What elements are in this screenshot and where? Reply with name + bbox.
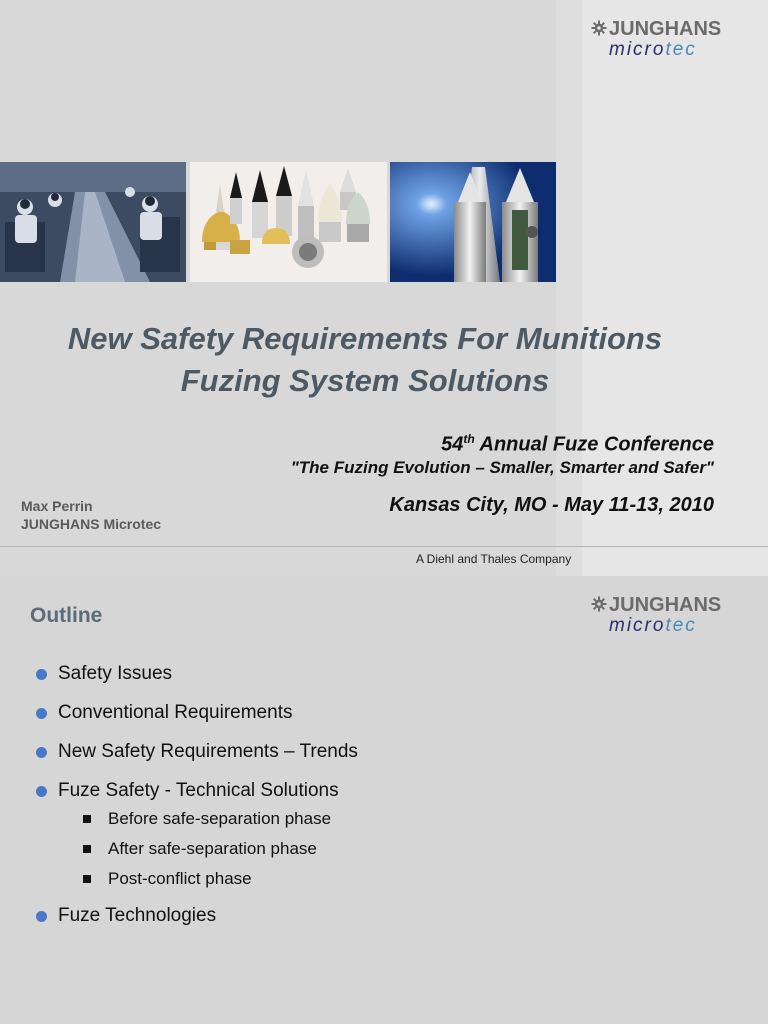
gear-icon — [591, 596, 607, 612]
list-item — [36, 662, 358, 686]
author-block — [21, 497, 161, 533]
author-company: JUNGHANS Microtec — [21, 516, 162, 532]
list-item — [36, 779, 358, 889]
logo-tec: tec — [665, 615, 697, 636]
sub-item-text: Before safe-separation phase — [108, 809, 332, 828]
author-name: Max Perrin — [21, 498, 93, 514]
list-item — [36, 904, 358, 928]
factory-photo — [0, 162, 186, 282]
conference-number: 54 — [441, 433, 464, 456]
logo-micro: micro — [609, 615, 666, 636]
outline-slide — [0, 576, 768, 1024]
list-item-text: Conventional Requirements — [58, 702, 293, 723]
list-item-text: Fuze Technologies — [58, 905, 217, 926]
gear-icon — [591, 20, 607, 36]
title-line-2: Fuzing System Solutions — [180, 363, 550, 398]
sub-list-item — [83, 809, 358, 829]
sub-list — [58, 809, 358, 889]
sub-list-item — [83, 869, 358, 889]
list-item — [36, 701, 358, 725]
logo-tec: tec — [665, 39, 697, 60]
location-date: Kansas City, MO - May 11-13, 2010 — [389, 494, 714, 516]
logo-brand: JUNGHANS — [609, 18, 722, 40]
square-bullet-icon — [83, 875, 91, 883]
sub-item-text: Post-conflict phase — [108, 869, 252, 888]
list-item-text: New Safety Requirements – Trends — [58, 741, 358, 762]
outline-title: Outline — [30, 604, 103, 627]
outline-list — [36, 662, 358, 943]
fuze-cutaway-photo — [390, 162, 556, 282]
square-bullet-icon — [83, 815, 91, 823]
logo-brand: JUNGHANS — [609, 594, 722, 616]
list-item-text: Fuze Safety - Technical Solutions — [58, 780, 339, 801]
sub-list-item — [83, 839, 358, 859]
bullet-icon — [36, 708, 47, 719]
logo-micro: micro — [609, 39, 666, 60]
list-item-text: Safety Issues — [58, 663, 173, 684]
fuzes-photo — [190, 162, 387, 282]
company-note: A Diehl and Thales Company — [416, 552, 572, 566]
junghans-logo — [591, 594, 721, 637]
square-bullet-icon — [83, 845, 91, 853]
conference-ordinal: th — [463, 432, 475, 446]
sub-item-text: After safe-separation phase — [108, 839, 317, 858]
conference-title: Annual Fuze Conference — [479, 433, 714, 456]
bullet-icon — [36, 786, 47, 797]
conference-theme: "The Fuzing Evolution – Smaller, Smarter and Safer" — [290, 458, 714, 477]
right-panel — [556, 0, 768, 576]
presentation-title — [0, 318, 730, 402]
bullet-icon — [36, 747, 47, 758]
divider — [0, 546, 768, 547]
conference-name — [441, 432, 714, 457]
junghans-logo — [591, 18, 721, 61]
bullet-icon — [36, 911, 47, 922]
bullet-icon — [36, 669, 47, 680]
photo-strip — [0, 162, 556, 282]
list-item — [36, 740, 358, 764]
title-line-1: New Safety Requirements For Munitions — [67, 321, 663, 356]
